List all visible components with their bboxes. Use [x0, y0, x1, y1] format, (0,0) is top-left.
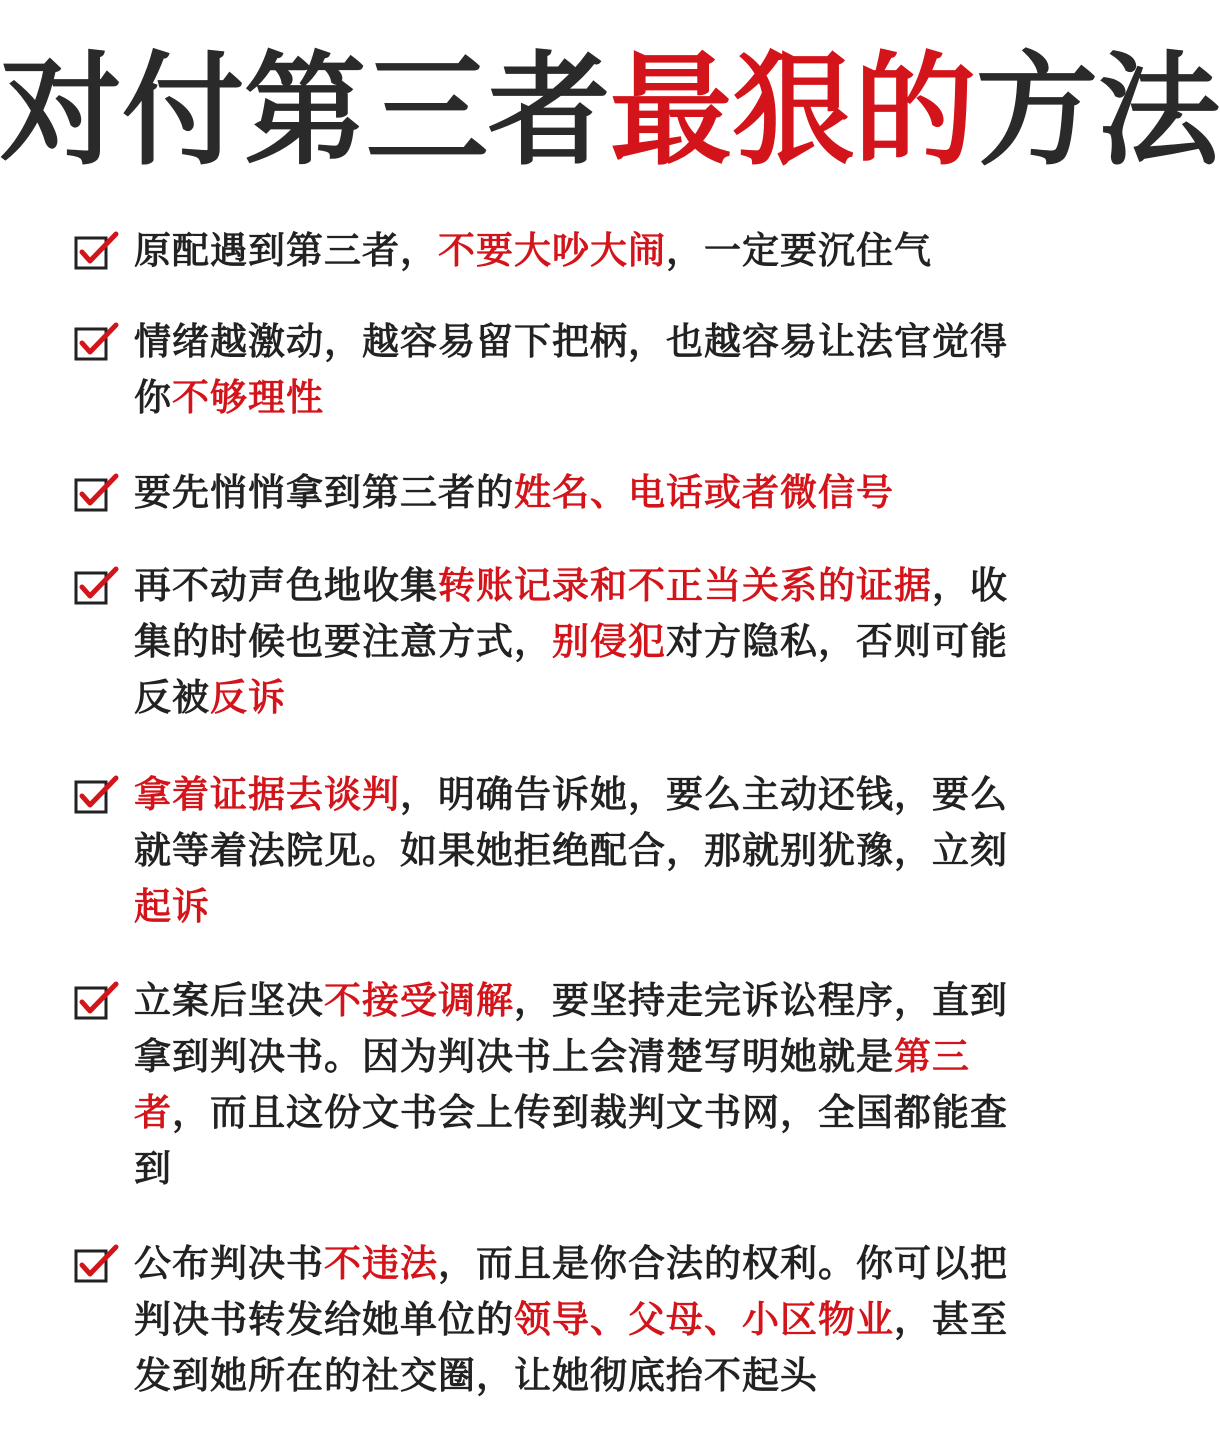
- check-icon: [74, 228, 120, 274]
- highlight-text: 不违法: [324, 1241, 438, 1285]
- body-text: 对方隐私，否则可能反被: [134, 619, 1008, 719]
- highlight-text: 别侵犯: [552, 619, 666, 663]
- highlight-text: 起诉: [134, 884, 210, 928]
- list-item-text: [134, 766, 1024, 934]
- body-text: ，甚至发到她所在的社交圈，让她彻底抬不起头: [134, 1297, 1008, 1397]
- body-text: ，而且是你合法的权利。你可以把判决书转发给她单位的: [134, 1241, 1008, 1341]
- list-item-text: [134, 972, 1024, 1196]
- body-text: ，收集的时候也要注意方式，: [134, 563, 1008, 663]
- highlight-text: 反诉: [210, 675, 286, 719]
- check-icon: [74, 563, 120, 609]
- title-part-1: 对付第三者: [0, 38, 610, 182]
- highlight-text: 不要大吵大闹: [438, 228, 666, 272]
- highlight-text: 拿着证据去谈判: [134, 772, 400, 816]
- list-item-text: [134, 313, 1024, 425]
- body-text: ，一定要沉住气: [666, 228, 932, 272]
- page-title: [0, 38, 1220, 182]
- highlight-text: 领导、父母、小区物业: [514, 1297, 894, 1341]
- body-text: 再不动声色地收集: [134, 563, 438, 607]
- list-item-text: [134, 222, 1024, 278]
- highlight-text: 不接受调解: [324, 978, 514, 1022]
- body-text: ，而且这份文书会上传到裁判文书网，全国都能查到: [134, 1090, 1008, 1190]
- highlight-text: 第三者: [134, 1034, 970, 1134]
- highlight-text: 姓名、电话或者微信号: [514, 470, 894, 514]
- check-icon: [74, 772, 120, 818]
- title-part-2-highlight: 最狠的: [610, 38, 976, 182]
- highlight-text: 不够理性: [172, 375, 324, 419]
- check-icon: [74, 470, 120, 516]
- body-text: ，明确告诉她，要么主动还钱，要么就等着法院见。如果她拒绝配合，那就别犹豫，立刻: [134, 772, 1008, 872]
- highlight-text: 转账记录和不正当关系的证据: [438, 563, 932, 607]
- body-text: 情绪越激动，越容易留下把柄，也越容易让法官觉得你: [134, 319, 1008, 419]
- list-item-text: [134, 1235, 1024, 1403]
- body-text: ，要坚持走完诉讼程序，直到拿到判决书。因为判决书上会清楚写明她就是: [134, 978, 1008, 1078]
- body-text: 立案后坚决: [134, 978, 324, 1022]
- check-icon: [74, 978, 120, 1024]
- body-text: 要先悄悄拿到第三者的: [134, 470, 514, 514]
- list-item-text: [134, 557, 1024, 725]
- check-icon: [74, 1241, 120, 1287]
- check-icon: [74, 319, 120, 365]
- body-text: 公布判决书: [134, 1241, 324, 1285]
- body-text: 原配遇到第三者，: [134, 228, 438, 272]
- list-item-text: [134, 464, 1024, 520]
- title-part-3: 方法: [976, 38, 1220, 182]
